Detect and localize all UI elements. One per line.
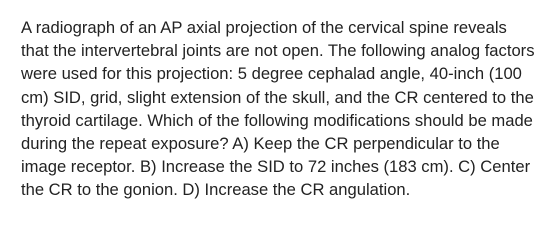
question-text: A radiograph of an AP axial projection of the cervical spine reveals that the intervertebral joints are not open. The following analog factors were used for this projection: 5 degree cephalad angle, 40-inch (100 cm) SID, grid, slight extension of the skull, and the CR centered to the thyroid cartilage. Which of the following modifications should be made during the repeat exposure? A) Keep the CR perpendicular to the image receptor. B) Increase the SID to 72 inches (183 cm). C) Center the CR to the gonion. D) Increase the CR angulation. [21, 18, 535, 200]
